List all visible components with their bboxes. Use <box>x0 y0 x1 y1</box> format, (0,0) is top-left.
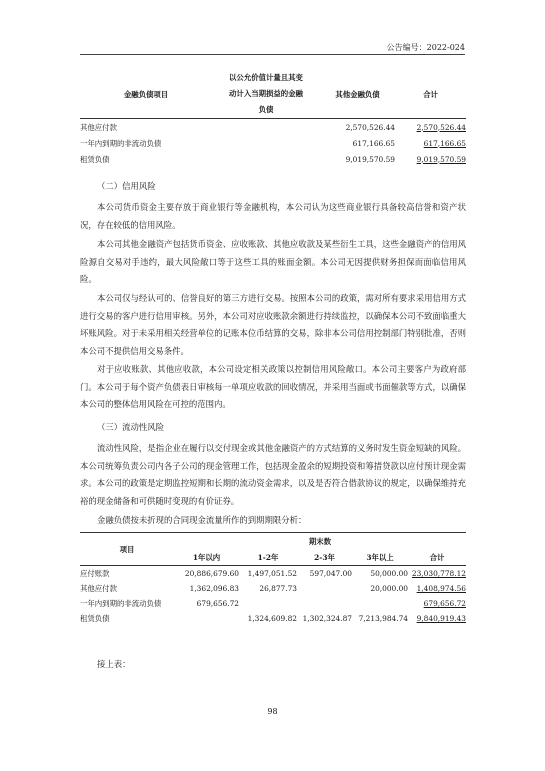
cell-over-3-years: 7,213,984.74 <box>358 614 408 623</box>
cell-2-3-years: 597,047.00 <box>309 569 352 578</box>
column-header-other: 其他金融负债 <box>335 89 380 99</box>
table-row <box>80 151 466 167</box>
column-header-item: 金融负债项目 <box>123 89 169 99</box>
row-label: 租赁负债 <box>80 154 110 164</box>
column-header-fair-value-line-2: 动计入当期损益的金融 <box>229 89 303 98</box>
cell-other: 2,570,526.44 <box>345 122 395 132</box>
cell-total: 23,030,778.12 <box>411 569 466 578</box>
column-header-total: 合计 <box>423 89 438 99</box>
continued-note: 接上表： <box>97 659 131 669</box>
cell-within-1-year: 1,362,096.83 <box>189 584 239 593</box>
header-divider <box>80 54 465 55</box>
column-header-fair-value-line-1: 以公允价值计量且其变 <box>229 73 303 82</box>
column-header-over-3-years: 3年以上 <box>366 552 394 562</box>
cell-over-3-years <box>352 596 408 611</box>
cell-other: 617,166.65 <box>352 138 395 148</box>
column-header-fair-value <box>212 70 320 119</box>
cell-total: 9,840,919.43 <box>416 614 466 623</box>
cell-2-3-years <box>297 596 352 611</box>
financial-liabilities-table <box>80 70 466 167</box>
cell-over-3-years: 50,000.00 <box>370 569 408 578</box>
document-reference: 公告编号：2022-024 <box>386 43 465 52</box>
section-title-liquidity-risk: （三）流动性风险 <box>97 422 164 432</box>
table-row <box>80 581 466 596</box>
column-header-1-2-years: 1-2年 <box>257 552 279 562</box>
cell-1-2-years: 1,497,051.52 <box>247 569 297 578</box>
cell-within-1-year <box>174 611 239 626</box>
paragraph: 本公司仅与经认可的、信誉良好的第三方进行交易。按照本公司的政策，需对所有要求采用信用方式进行交易的客户进行信用审核。另外，本公司对应收账款余额进行持续监控，以确保本公司不致面临重大坏账风险。对于未采用相关经营单位的记账本位币结算的交易，除非本公司信用控制部门特别批准，否则本公司不提供信用交易条件。 <box>80 293 466 356</box>
cell-2-3-years: 1,302,324.87 <box>302 614 352 623</box>
cell-total: 1,408,974.56 <box>416 584 466 593</box>
cell-1-2-years: 1,324,609.82 <box>247 614 297 623</box>
cell-total: 2,570,526.44 <box>416 122 466 132</box>
cell-1-2-years <box>239 596 297 611</box>
cell-2-3-years <box>297 581 352 596</box>
cell-total: 679,656.72 <box>423 599 466 608</box>
table-row <box>80 566 466 582</box>
row-label: 应付账款 <box>80 569 110 578</box>
row-label: 一年内到期的非流动负债 <box>80 138 162 148</box>
cell-fair-value <box>212 135 320 151</box>
paragraph: 本公司货币资金主要存放于商业银行等金融机构，本公司认为这些商业银行具备较高信誉和资产状况，存在较低的信用风险。 <box>80 202 466 230</box>
paragraph: 金融负债按未折现的合同现金流量所作的到期期限分析： <box>97 515 307 525</box>
cell-over-3-years: 20,000.00 <box>370 584 408 593</box>
row-label: 其他应付款 <box>80 584 117 593</box>
paragraph: 流动性风险，是指企业在履行以交付现金或其他金融资产的方式结算的义务时发生资金短缺的风险。本公司统筹负责公司内各子公司的现金管理工作，包括现金盈余的短期投资和筹措贷款以应付预计现金需求。本公司的政策是定期监控短期和长期的流动资金需求，以及是否符合借款协议的规定，以确保维持充裕的现金储备和可供随时变现的有价证券。 <box>80 443 466 506</box>
cell-fair-value <box>212 119 320 136</box>
table-row <box>80 119 466 136</box>
column-header-fair-value-line-3: 负债 <box>258 105 274 114</box>
column-header-2-3-years: 2-3年 <box>314 552 335 562</box>
paragraph: 本公司其他金融资产包括货币资金、应收账款、其他应收款及某些衍生工具，这些金融资产的信用风险源自交易对手违约，最大风险敞口等于这些工具的账面金额。本公司无因提供财务担保而面临信用风险。 <box>80 239 466 284</box>
cell-1-2-years: 26,877.73 <box>259 584 297 593</box>
column-group-header: 期末数 <box>308 536 332 546</box>
paragraph: 对于应收账款、其他应收款，本公司设定相关政策以控制信用风险敞口。本公司主要客户为政府部门。本公司于每个资产负债表日审核每一单项应收款的回收情况，并采用当面或书面催款等方式，以确保本公司的整体信用风险在可控的范围内。 <box>80 364 466 409</box>
table-row <box>80 611 466 626</box>
maturity-analysis-table <box>80 532 466 626</box>
table-row <box>80 596 466 611</box>
cell-total: 617,166.65 <box>423 138 466 148</box>
cell-fair-value <box>212 151 320 167</box>
row-label: 租赁负债 <box>80 614 110 623</box>
cell-other: 9,019,570.59 <box>345 154 395 164</box>
cell-within-1-year: 679,656.72 <box>196 599 239 608</box>
section-title-credit-risk: （二）信用风险 <box>97 181 156 191</box>
cell-within-1-year: 20,886,679.60 <box>184 569 239 578</box>
row-label: 一年内到期的非流动负债 <box>80 599 162 608</box>
row-label: 其他应付款 <box>80 122 117 132</box>
column-header-total: 合计 <box>429 552 445 562</box>
table-row <box>80 135 466 151</box>
column-header-within-1-year: 1年以内 <box>192 552 221 562</box>
page-number: 98 <box>267 707 278 716</box>
column-header-item: 项目 <box>119 544 135 554</box>
cell-total: 9,019,570.59 <box>416 154 466 164</box>
